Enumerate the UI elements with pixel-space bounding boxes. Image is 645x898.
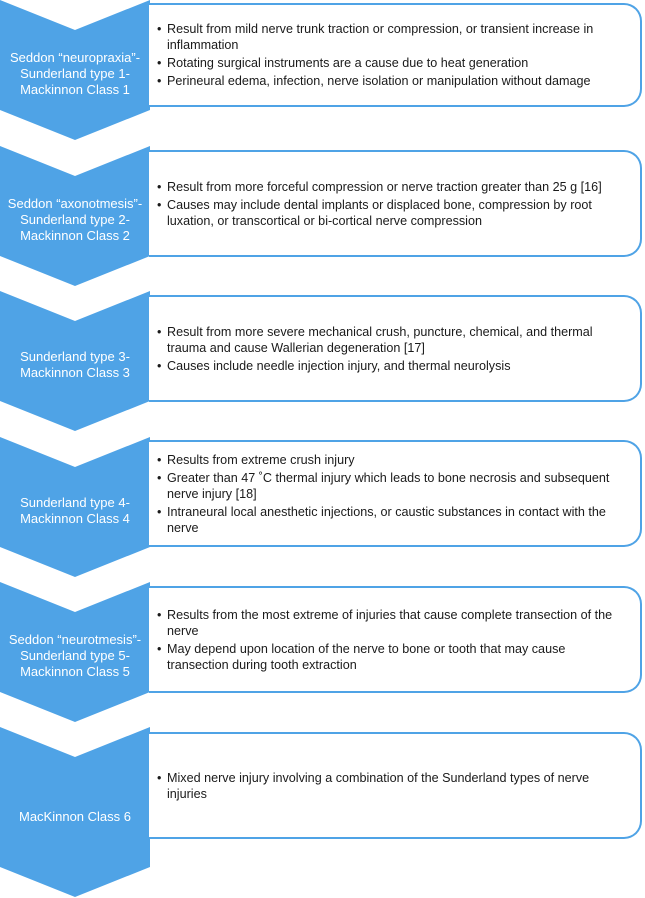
- bullet-item: • Perineural edema, infection, nerve isolation or manipulation without damage: [157, 73, 630, 89]
- bullet-item: • Result from mild nerve trunk traction or compression, or transient increase in inflammation: [157, 21, 630, 53]
- chevron-label-line: Sunderland type 4-: [20, 495, 130, 510]
- chevron-label: [0, 146, 150, 286]
- bullet-item: • Rotating surgical instruments are a cause due to heat generation: [157, 55, 630, 71]
- chevron-step-2: [0, 146, 150, 286]
- chevron-label-line: Mackinnon Class 1: [20, 82, 130, 97]
- chevron-label-line: Seddon “axonotmesis”-: [7, 196, 143, 211]
- bullet-list: [157, 322, 630, 376]
- chevron-step-6: [0, 727, 150, 897]
- bullet-item: • Causes include needle injection injury, and thermal neurolysis: [157, 358, 630, 374]
- bullet-item: • Greater than 47 ˚C thermal injury which leads to bone necrosis and subsequent nerve injury [18]: [157, 470, 630, 502]
- chevron-label: [0, 0, 150, 140]
- chevron-label-line: Mackinnon Class 2: [20, 228, 130, 243]
- description-box-step-1: [149, 3, 642, 107]
- bullet-item: • Result from more forceful compression or nerve traction greater than 25 g [16]: [157, 179, 630, 195]
- bullet-item: • Results from the most extreme of injuries that cause complete transection of the nerve: [157, 607, 630, 639]
- chevron-label-line: MacKinnon Class 6: [19, 809, 131, 824]
- bullet-list: [157, 605, 630, 675]
- chevron-label-line: Sunderland type 2-: [20, 212, 130, 227]
- description-box-step-2: [149, 150, 642, 257]
- chevron-label-line: Seddon “neurotmesis”-: [8, 632, 142, 647]
- chevron-label: [0, 727, 150, 897]
- bullet-item: • Results from extreme crush injury: [157, 452, 630, 468]
- chevron-label: [0, 291, 150, 431]
- description-box-step-6: [149, 732, 642, 839]
- chevron-step-4: [0, 437, 150, 577]
- chevron-label-line: Seddon “neuropraxia”-: [9, 50, 141, 65]
- chevron-label-line: Sunderland type 1-: [20, 66, 130, 81]
- description-box-step-4: [149, 440, 642, 547]
- description-box-step-5: [149, 586, 642, 693]
- bullet-item: • Intraneural local anesthetic injections, or caustic substances in contact with the nerve: [157, 504, 630, 536]
- bullet-item: • May depend upon location of the nerve to bone or tooth that may cause transection during tooth extraction: [157, 641, 630, 673]
- bullet-item: • Result from more severe mechanical crush, puncture, chemical, and thermal trauma and cause Wallerian degeneration [17]: [157, 324, 630, 356]
- chevron-label: [0, 437, 150, 577]
- bullet-list: [157, 177, 630, 231]
- bullet-list: [157, 19, 630, 91]
- bullet-list: [157, 450, 630, 538]
- chevron-step-3: [0, 291, 150, 431]
- chevron-step-1: [0, 0, 150, 140]
- chevron-label-line: Mackinnon Class 4: [20, 511, 130, 526]
- chevron-step-5: [0, 582, 150, 722]
- chevron-label-line: Mackinnon Class 5: [20, 664, 130, 679]
- bullet-item: • Mixed nerve injury involving a combination of the Sunderland types of nerve injuries: [157, 770, 630, 802]
- chevron-label: [0, 582, 150, 722]
- chevron-label-line: Mackinnon Class 3: [20, 365, 130, 380]
- description-box-step-3: [149, 295, 642, 402]
- chevron-label-line: Sunderland type 5-: [20, 648, 130, 663]
- bullet-list: [157, 768, 630, 804]
- bullet-item: • Causes may include dental implants or displaced bone, compression by root luxation, or transcortical or bi-cortical nerve compression: [157, 197, 630, 229]
- chevron-label-line: Sunderland type 3-: [20, 349, 130, 364]
